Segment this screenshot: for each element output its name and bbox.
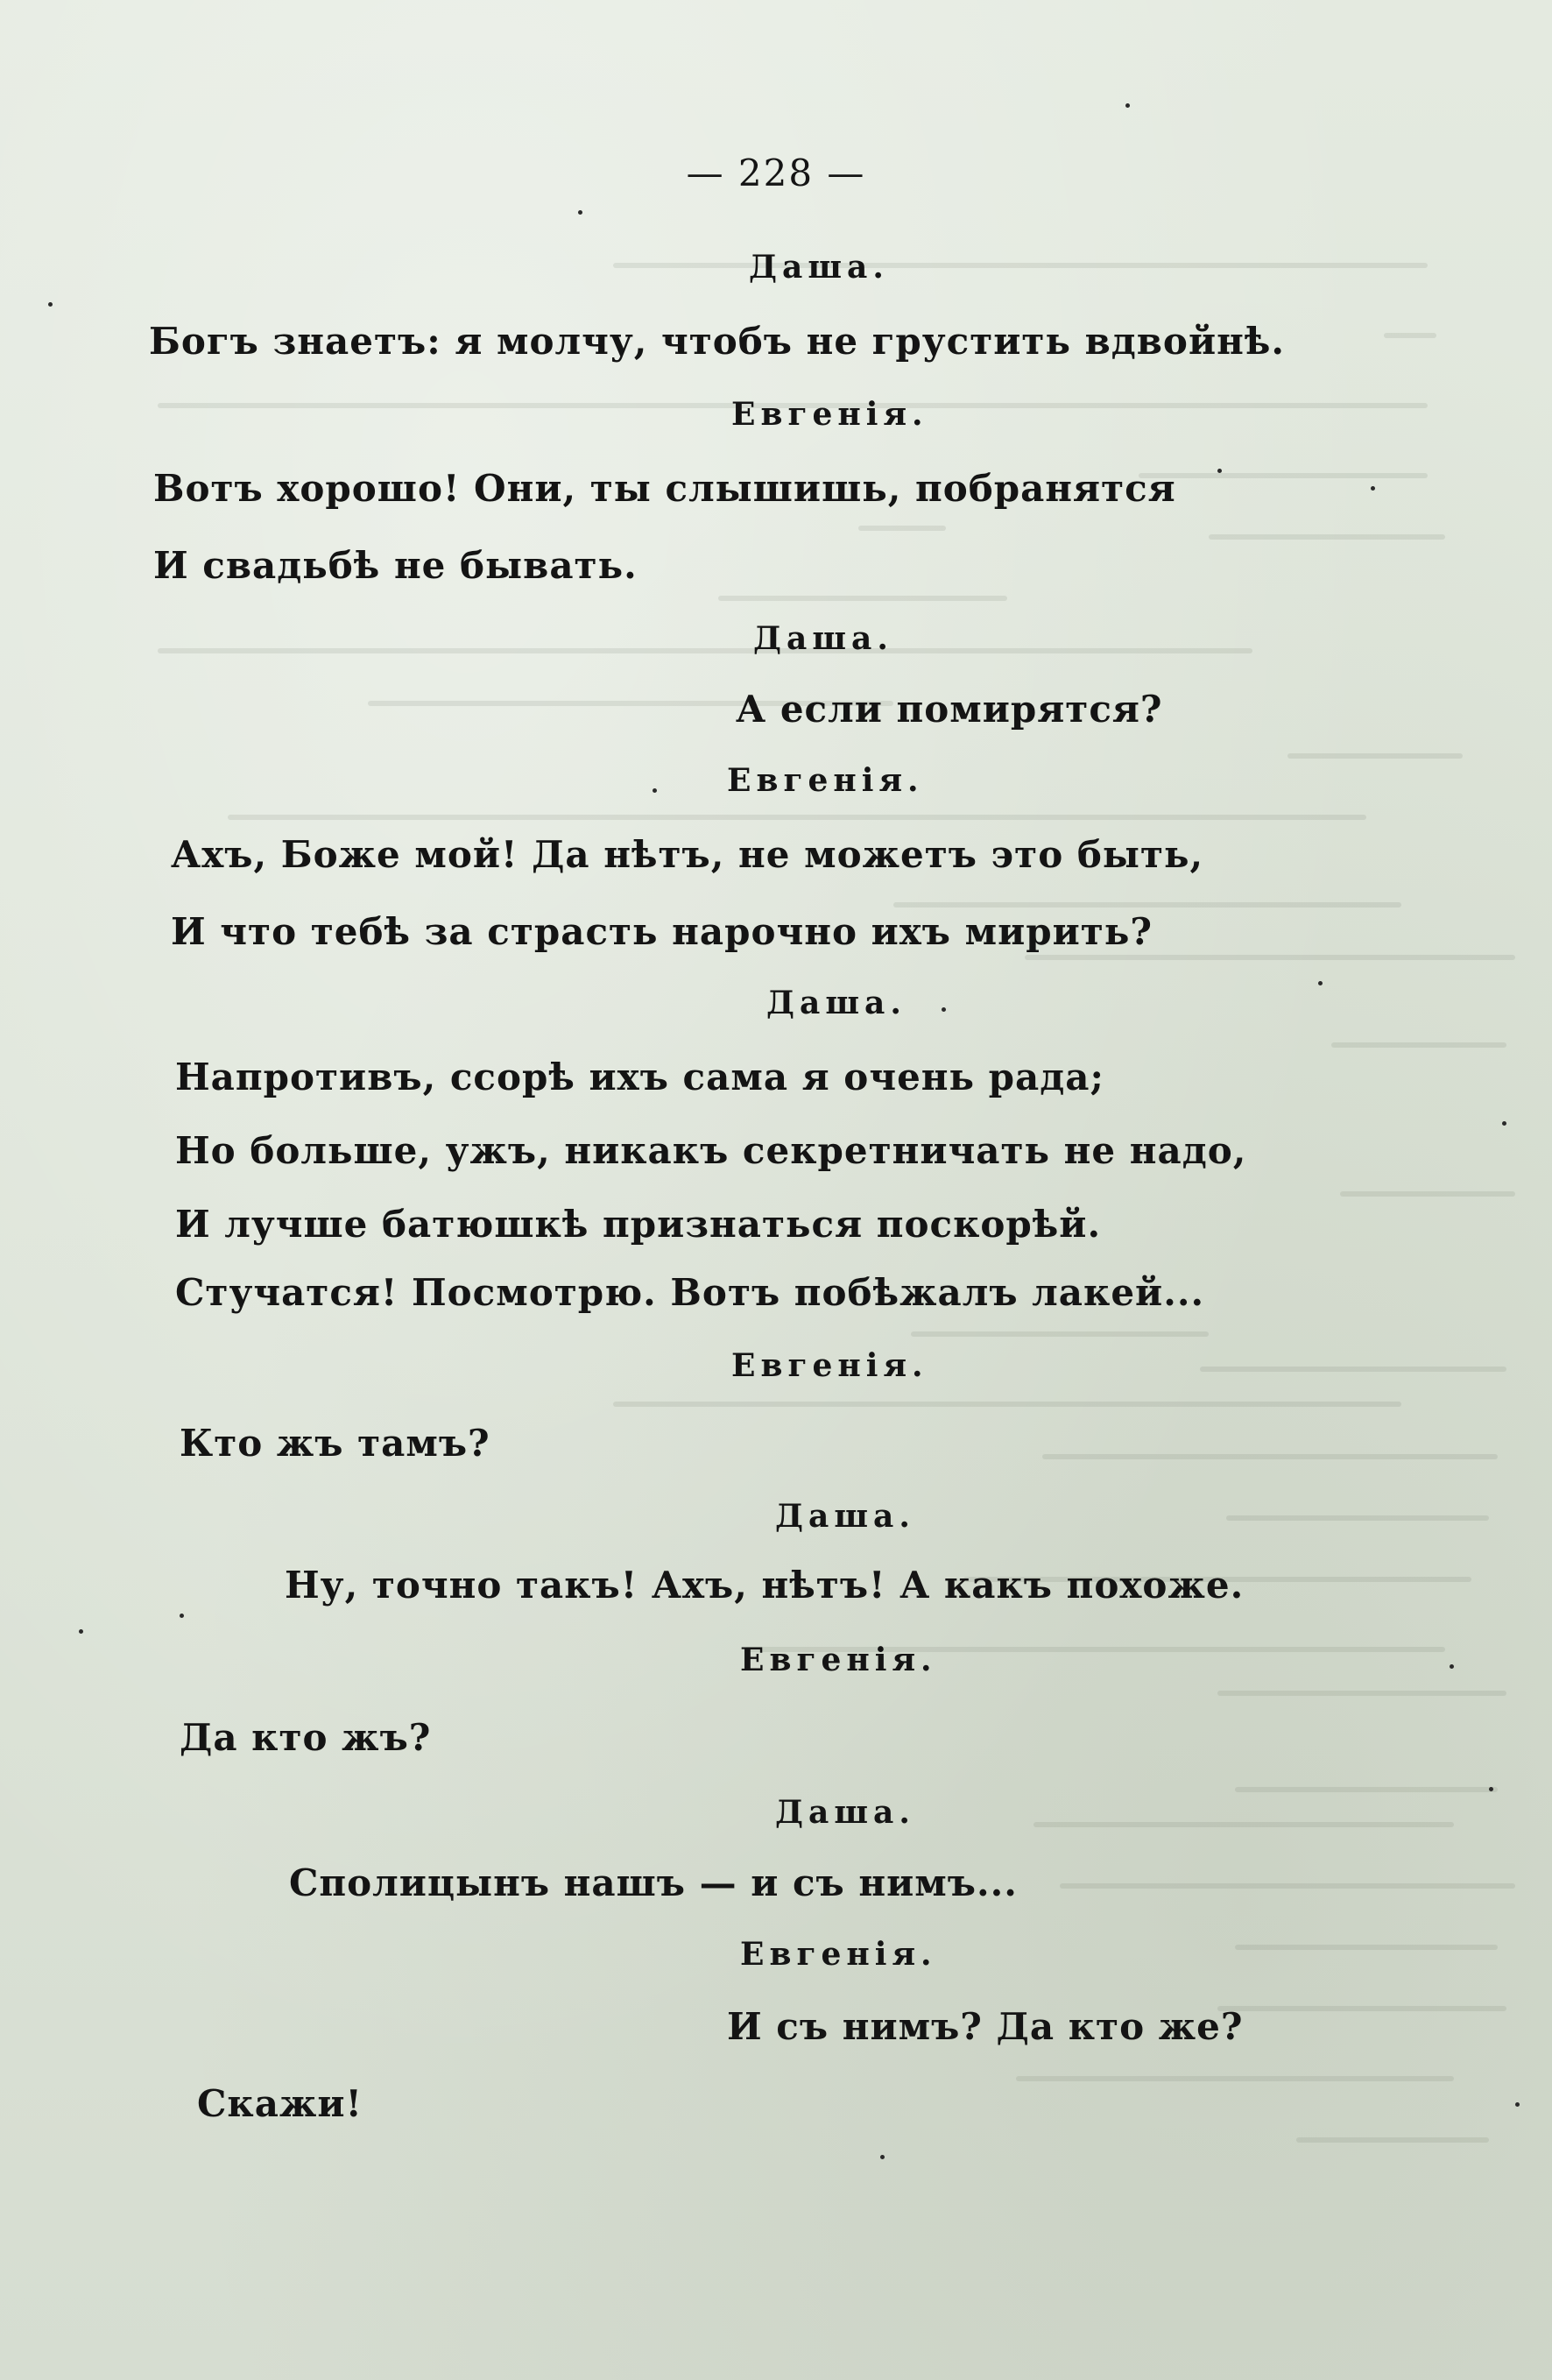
verse-line: Ну, точно такъ! Ахъ, нѣтъ! А какъ похоже. [285, 1564, 1245, 1607]
speaker-name: Евгенія. [731, 1347, 928, 1384]
print-speck [1371, 486, 1375, 491]
speaker-name: Даша. [749, 249, 889, 286]
verse-line: И что тебѣ за страсть нарочно ихъ мирить? [171, 910, 1153, 953]
print-speck [1217, 469, 1222, 473]
verse-line: Вотъ хорошо! Они, ты слышишь, побранятся [153, 467, 1176, 510]
speaker-name: Евгенія. [731, 396, 928, 433]
verse-line: Стучатся! Посмотрю. Вотъ побѣжалъ лакей... [175, 1271, 1205, 1314]
print-speck [1489, 1787, 1493, 1791]
speaker-name: Даша. [775, 1498, 915, 1535]
verse-line: Кто жъ тамъ? [180, 1422, 490, 1465]
print-speck [1450, 1664, 1454, 1669]
print-speck [48, 302, 53, 307]
speaker-name: Даша. [775, 1794, 915, 1831]
speaker-name: Евгенія. [727, 762, 924, 799]
verse-line: Да кто жъ? [180, 1716, 432, 1759]
print-speck [79, 1629, 83, 1634]
verse-line: А если помирятся? [736, 688, 1163, 731]
verse-line: И свадьбѣ не бывать. [153, 544, 638, 587]
print-speck [578, 210, 582, 215]
print-speck [1515, 2102, 1520, 2107]
verse-line: И съ нимъ? Да кто же? [727, 2005, 1244, 2048]
print-speck [1502, 1121, 1506, 1126]
print-speck [880, 2155, 885, 2159]
print-speck [653, 788, 657, 793]
verse-line: Богъ знаетъ: я молчу, чтобъ не грустить вдвойнѣ. [149, 320, 1285, 363]
verse-line: Сполицынъ нашъ — и съ нимъ... [289, 1861, 1018, 1904]
print-speck [1318, 981, 1323, 985]
verse-line: Скажи! [197, 2082, 363, 2125]
page-number: — 228 — [686, 152, 866, 194]
print-speck [1125, 103, 1130, 108]
verse-line: Ахъ, Боже мой! Да нѣтъ, не можетъ это быть, [171, 833, 1204, 876]
speaker-name: Даша. [766, 985, 907, 1021]
print-speck [180, 1614, 184, 1618]
verse-line: Напротивъ, ссорѣ ихъ сама я очень рада; [175, 1056, 1104, 1098]
verse-line: Но больше, ужъ, никакъ секретничать не надо, [175, 1129, 1247, 1172]
print-speck [942, 1007, 946, 1012]
speaker-name: Даша. [753, 620, 893, 657]
speaker-name: Евгенія. [740, 1642, 937, 1678]
speaker-name: Евгенія. [740, 1936, 937, 1973]
verse-line: И лучше батюшкѣ признаться поскорѣй. [175, 1203, 1102, 1246]
